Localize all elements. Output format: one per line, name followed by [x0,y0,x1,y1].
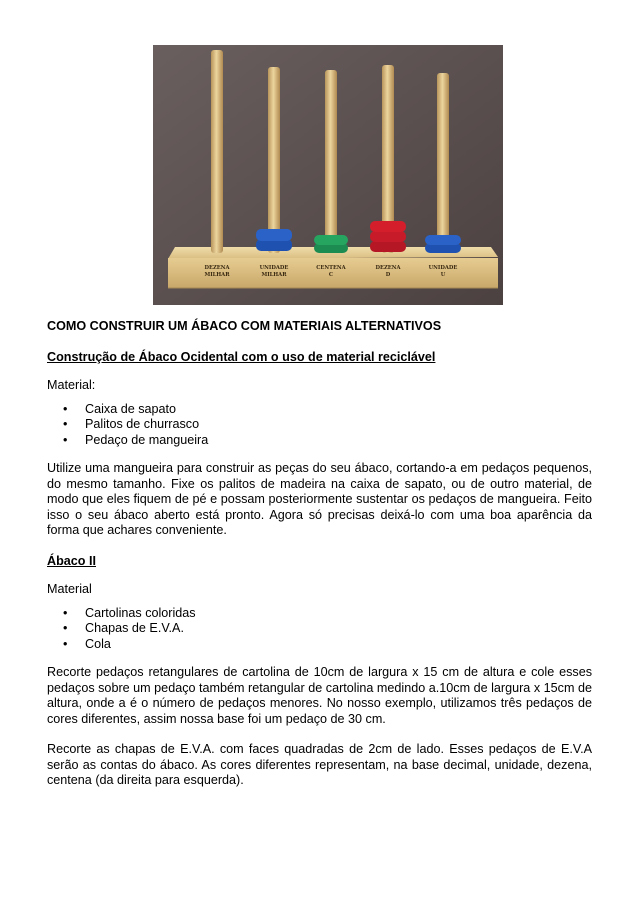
base-label-2-line2: MILHAR [261,272,287,278]
base-label-5-line1: UNIDADE [428,265,458,271]
base-label-1-line2: MILHAR [204,272,230,278]
base-label-1-line1: DEZENA [204,265,230,271]
list-item-text: Cartolinas coloridas [85,605,196,620]
section1-heading: Construção de Ábaco Ocidental com o uso de material reciclável [47,349,436,364]
abacus-photo [153,45,503,305]
base-label-4-line1: DEZENA [375,265,401,271]
rod-5 [437,73,449,253]
base-label-2-line1: UNIDADE [259,265,289,271]
list-item [47,606,592,622]
rod-1 [211,50,223,253]
list-item-text: Caixa de sapato [85,401,177,416]
list-item [47,621,592,637]
rod-3 [325,70,337,253]
bead-green [314,235,348,245]
base-label-5-line2: U [440,272,446,278]
document-title: COMO CONSTRUIR UM ÁBACO COM MATERIAIS ALTERNATIVOS [47,319,442,333]
document-body [47,319,592,789]
list-item-text: Pedaço de mangueira [85,432,209,447]
section2-paragraph-1: Recorte pedaços retangulares de cartolina de 10cm de largura x 15 cm de altura e cole esses pedaços sobre um pedaço também retangular de cartolina medindo a.10cm de largura x 15cm de altura, onde a é o número de pedaços menores. No nosso exemplo, utilizamos três pedaços de cores diferentes, assim nossa base foi um pedaço de 30 cm. [47,665,592,726]
rod-2 [268,67,280,253]
section2-paragraph-2: Recorte as chapas de E.V.A. com faces quadradas de 2cm de lado. Esses pedaços de E.V.A serão as contas do ábaco. As cores diferentes representam, na base decimal, unidade, dezena, centena (da direita para esquerda). [47,742,592,787]
section2-heading: Ábaco II [47,553,96,568]
section1-material-label: Material: [47,378,96,392]
section1-paragraph: Utilize uma mangueira para construir as peças do seu ábaco, cortando-a em pedaços pequenos, do mesmo tamanho. Fixe os palitos de madeira na caixa de sapato, ou de outro material, de modo que eles fiquem de pé e possam posteriormente sustentar os pedaços de mangueira. Feito isso o seu ábaco aberto está pronto. Agora só precisas deixá-lo com uma boa aparência da forma que achares conveniente. [47,461,592,537]
list-item [47,637,592,653]
list-item [47,402,592,418]
section1-material-list [47,402,592,449]
base-label-3-line2: C [328,272,334,278]
bead-red [370,221,406,232]
section2-material-label: Material [47,582,92,596]
bead-blue [425,235,461,245]
bullet-icon: • [63,605,68,620]
bullet-icon: • [63,432,68,447]
list-item [47,417,592,433]
bullet-icon: • [63,636,68,651]
list-item [47,433,592,449]
bullet-icon: • [63,417,68,431]
section2-material-list [47,606,592,653]
list-item-text: Palitos de churrasco [85,417,200,431]
bead-red [370,231,406,242]
bead-red [370,241,406,252]
bullet-icon: • [63,621,68,635]
list-item-text: Chapas de E.V.A. [85,621,184,635]
base-label-4-line2: D [385,272,391,278]
bullet-icon: • [63,401,68,416]
base-label-3-line1: CENTENA [316,265,346,271]
bead-blue [256,229,292,241]
list-item-text: Cola [85,636,111,651]
